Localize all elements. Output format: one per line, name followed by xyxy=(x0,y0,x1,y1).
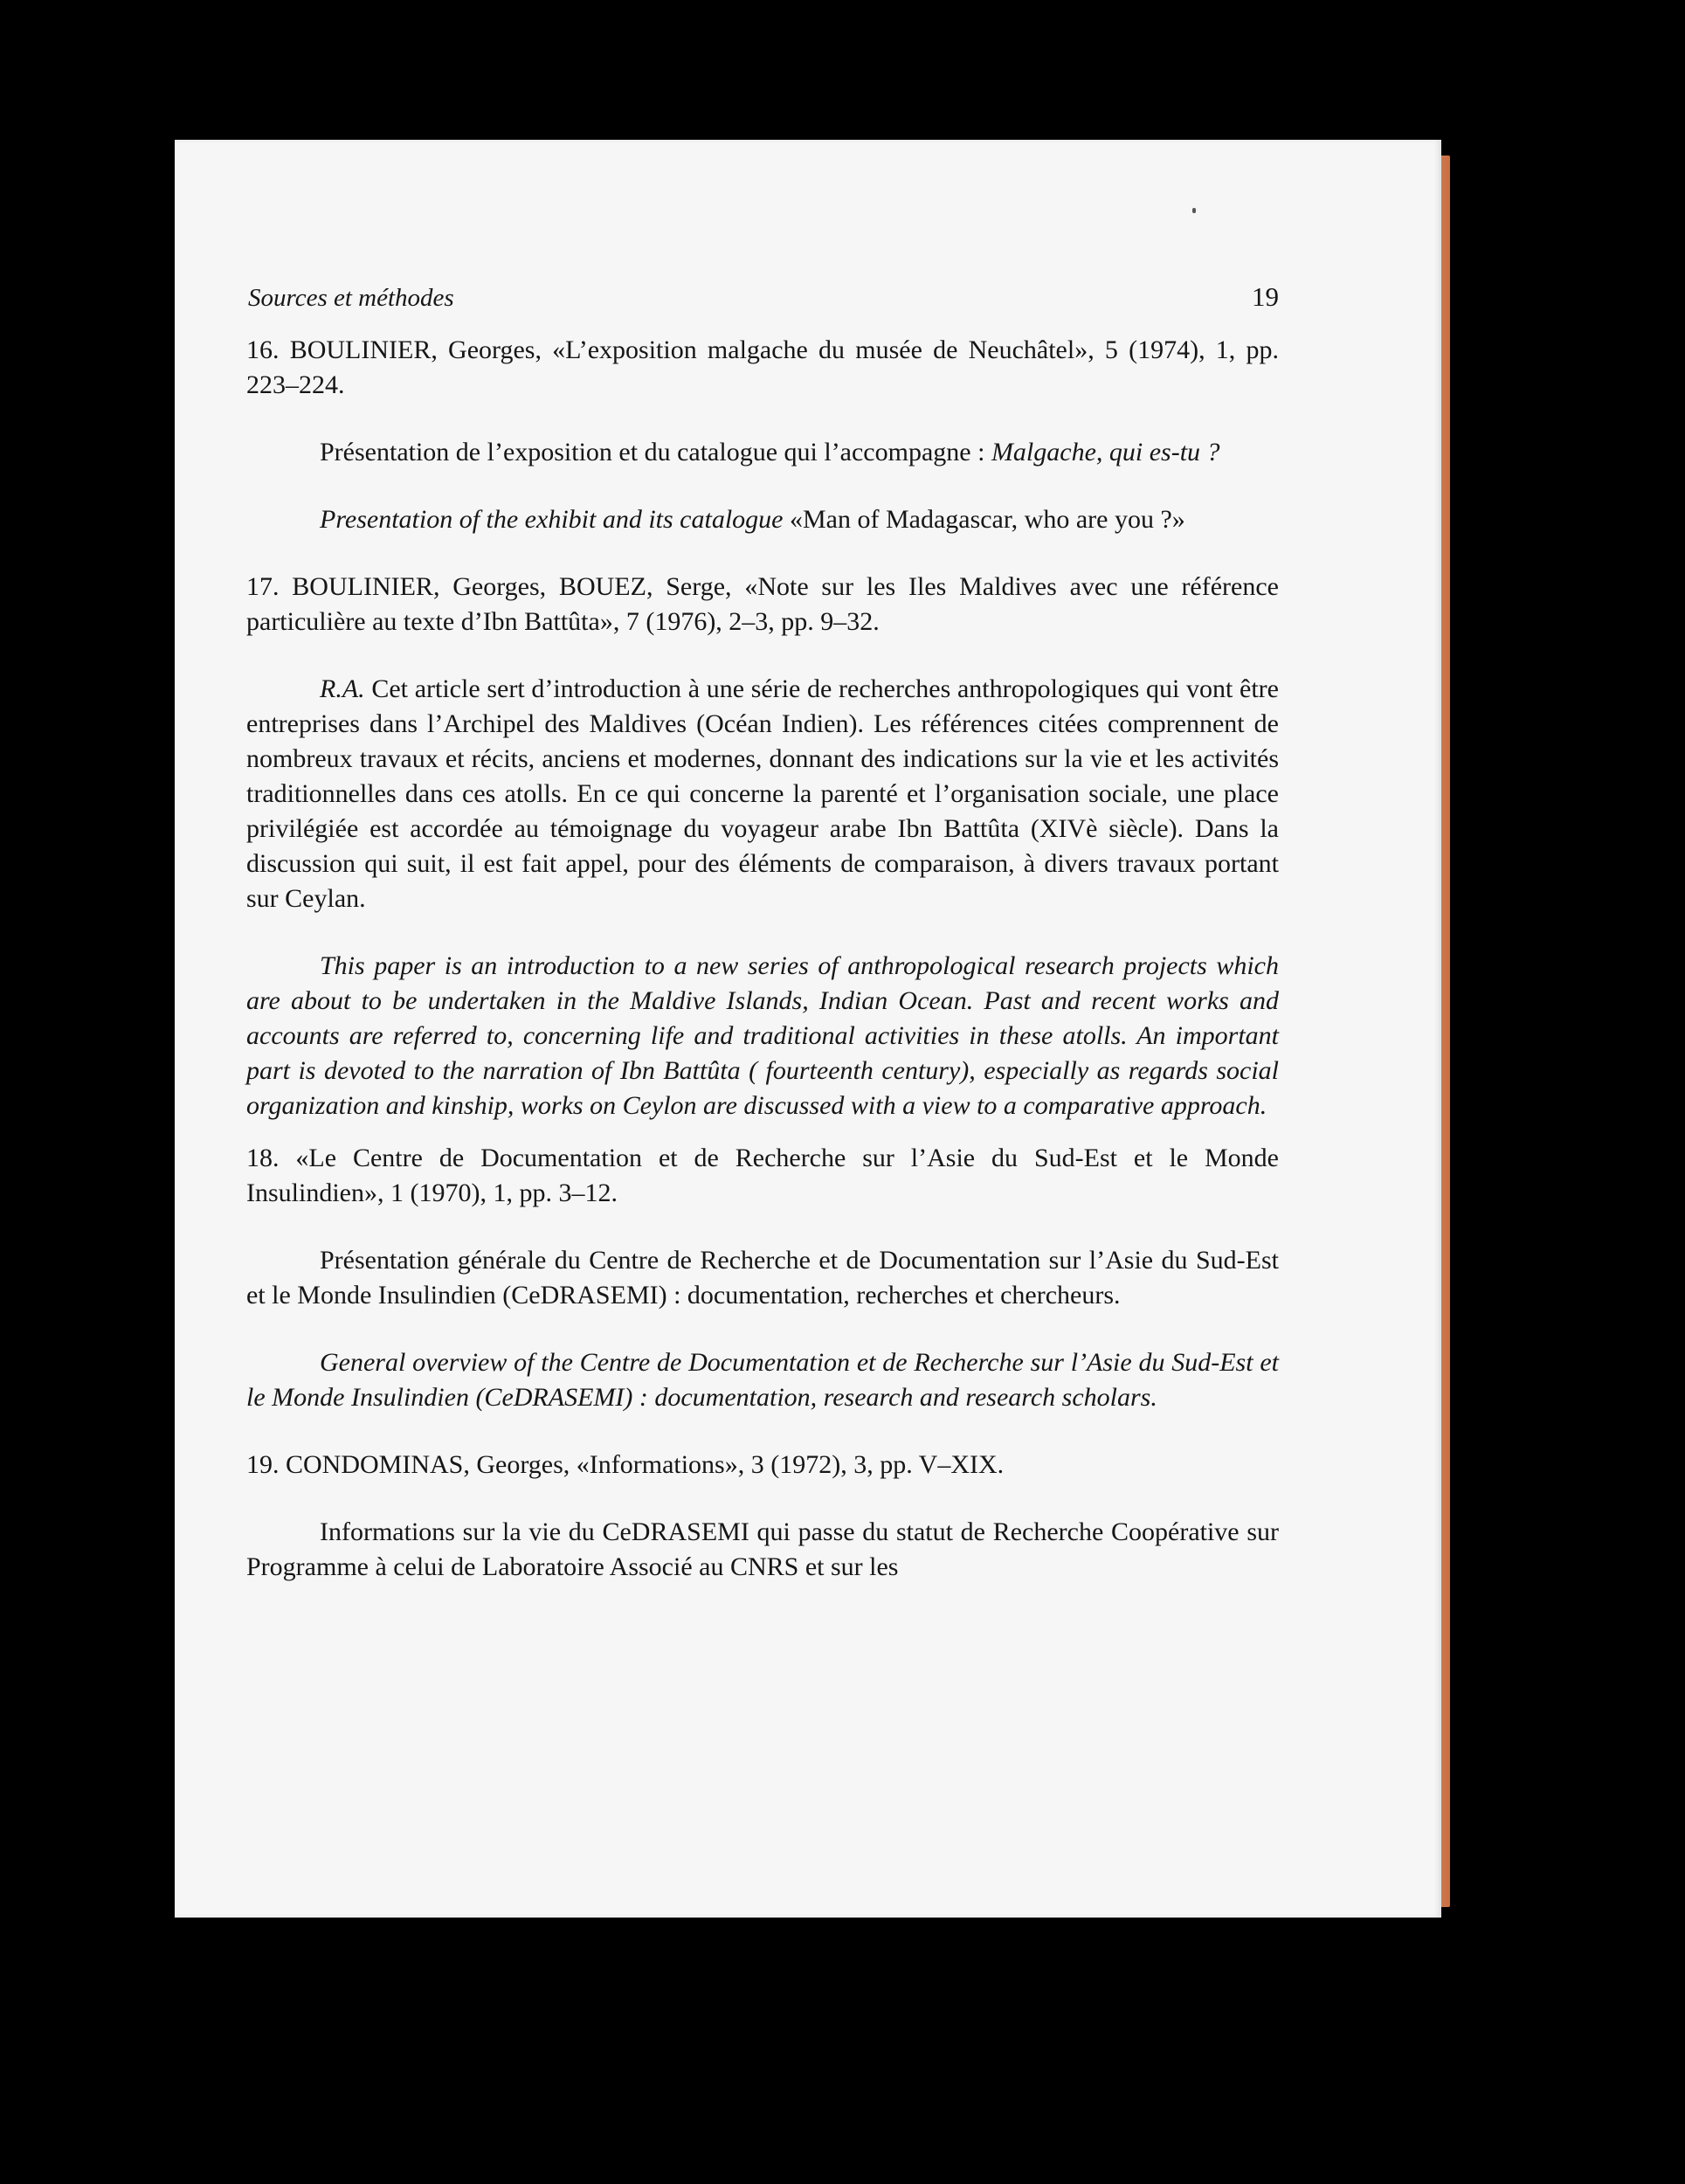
page-header xyxy=(246,280,1279,315)
entry-18-french-summary: Présentation générale du Centre de Recherche et de Documentation sur l’Asie du Sud-Est et le Monde Insulindien (CeDRASEMI) : documentation, recherches et chercheurs. xyxy=(246,1246,1279,1310)
entry-18-english-summary: General overview of the Centre de Documentation et de Recherche sur l’Asie du Sud-Est et le Monde Insulindien (CeDRASEMI) : documentation, research and research scholars. xyxy=(246,1348,1279,1412)
book-page xyxy=(175,140,1441,1918)
entry-16-english-summary xyxy=(246,502,1279,537)
running-title: Sources et méthodes xyxy=(248,284,454,312)
entry-16-citation: 16. BOULINIER, Georges, «L’exposition malgache du musée de Neuchâtel», 5 (1974), 1, pp. 223–224. xyxy=(246,335,1279,399)
entry-17-french-summary xyxy=(246,672,1279,916)
page-number: 19 xyxy=(1252,281,1279,312)
entry-17-ra-label: R.A. xyxy=(320,674,365,703)
entry-18-citation: 18. «Le Centre de Documentation et de Recherche sur l’Asie du Sud-Est et le Monde Insulindien», 1 (1970), 1, pp. 3–12. xyxy=(246,1144,1279,1207)
entry-17-english-summary: This paper is an introduction to a new series of anthropological research projects which are about to be undertaken in the Maldive Islands, Indian Ocean. Past and recent works and accounts are referred to, concerning life and traditional activities in these atolls. An important part is devoted to the narration of Ibn Battûta ( fourteenth century), especially as regards social organization and kinship, works on Ceylon are discussed with a view to a comparative approach. xyxy=(246,951,1279,1120)
entry-16-french-title: Malgache, qui es-tu ? xyxy=(991,438,1220,467)
entry-16-english-title: «Man of Madagascar, who are you ?» xyxy=(783,505,1185,534)
page-content xyxy=(246,280,1279,1585)
dust-speck xyxy=(1192,208,1196,213)
entry-17-citation: 17. BOULINIER, Georges, BOUEZ, Serge, «Note sur les Iles Maldives avec une référence particulière au texte d’Ibn Battûta», 7 (1976), 2–3, pp. 9–32. xyxy=(246,572,1279,636)
entry-19-french-summary: Informations sur la vie du CeDRASEMI qui passe du statut de Recherche Coopérative sur Programme à celui de Laboratoire Associé au CNRS et sur les xyxy=(246,1517,1279,1581)
entry-16-english-italic: Presentation of the exhibit and its catalogue xyxy=(320,505,784,534)
entry-16-french-text: Présentation de l’exposition et du catalogue qui l’accompagne : xyxy=(320,438,991,467)
entry-17-french-text: Cet article sert d’introduction à une série de recherches anthropologiques qui vont être entreprises dans l’Archipel des Maldives (Océan Indien). Les références citées comprennent de nombreux travaux et récits, anciens et modernes, donnant des indications sur la vie et les activités traditionnelles dans ces atolls. En ce qui concerne la parenté et l’organisation sociale, une place privilégiée est accordée au témoignage du voyageur arabe Ibn Battûta (XIVè siècle). Dans la discussion qui suit, il est fait appel, pour des éléments de comparaison, à divers travaux portant sur Ceylan. xyxy=(246,674,1279,913)
entry-16-french-summary xyxy=(246,435,1279,470)
entry-19-citation: 19. CONDOMINAS, Georges, «Informations», 3 (1972), 3, pp. V–XIX. xyxy=(246,1450,1005,1479)
